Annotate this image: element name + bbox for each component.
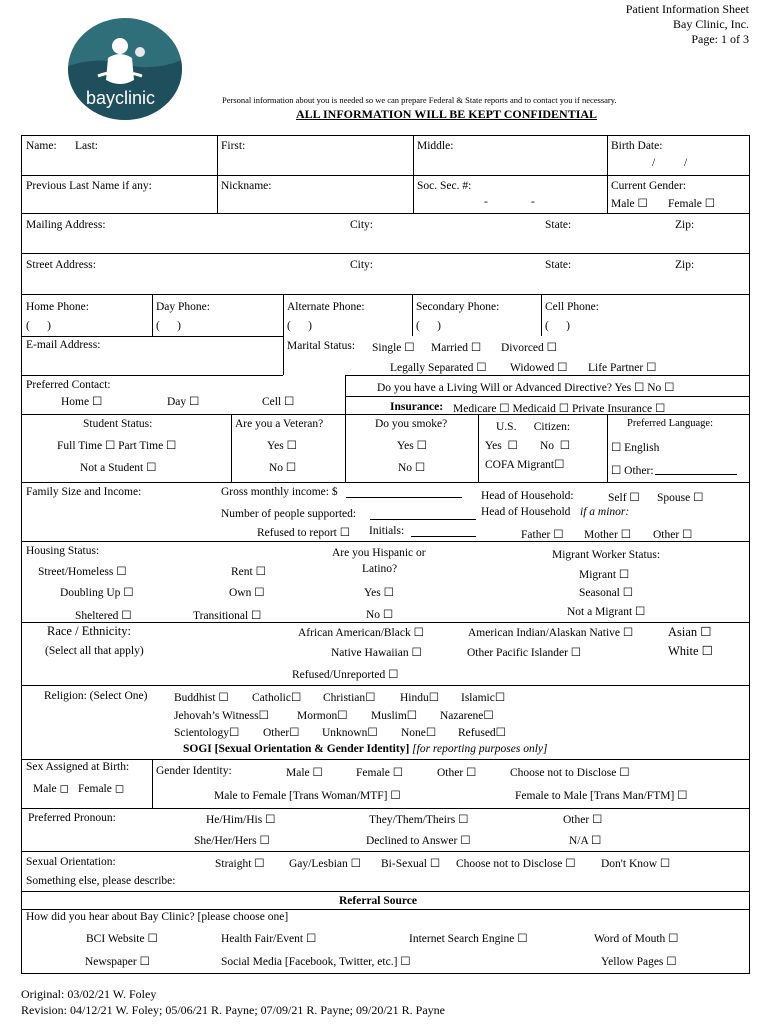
language-other-checkbox[interactable]: ☐ Other: — [611, 465, 654, 477]
contact-cell-checkbox[interactable]: Cell ☐ — [262, 396, 295, 408]
sex-at-birth-label: Sex Assigned at Birth: — [26, 761, 130, 773]
so-bi-checkbox[interactable]: Bi-Sexual ☐ — [381, 858, 441, 870]
hoh-other-checkbox[interactable]: Other ☐ — [653, 529, 693, 541]
sogi-heading — [183, 743, 548, 755]
marital-widowed-checkbox[interactable]: Widowed ☐ — [510, 362, 568, 374]
home-phone-field[interactable]: Home Phone: — [26, 301, 89, 313]
student-status-label: Student Status: — [83, 418, 153, 430]
race-select-note: (Select all that apply) — [45, 645, 144, 657]
last-name-field[interactable]: Last: — [75, 140, 98, 152]
alternate-phone-paren: ( ) — [287, 320, 312, 332]
smoke-yes-checkbox[interactable]: Yes ☐ — [397, 440, 427, 452]
nickname-field[interactable]: Nickname: — [221, 180, 272, 192]
veteran-no-checkbox[interactable]: No ☐ — [269, 462, 297, 474]
street-city-field[interactable]: City: — [350, 259, 374, 271]
header-title: Patient Information Sheet — [625, 2, 749, 16]
race-asian-checkbox[interactable]: Asian ☐ — [668, 625, 712, 639]
email-field[interactable]: E-mail Address: — [26, 339, 101, 351]
gender-male-checkbox[interactable]: Male ☐ — [611, 198, 648, 210]
referral-health-fair-checkbox[interactable]: Health Fair/Event ☐ — [221, 933, 317, 945]
not-migrant-checkbox[interactable]: Not a Migrant ☐ — [567, 606, 646, 618]
referral-question: How did you hear about Bay Clinic? [please choose one] — [26, 911, 289, 923]
marital-divorced-checkbox[interactable]: Divorced ☐ — [501, 342, 557, 354]
religion-none-checkbox[interactable]: None☐ — [401, 727, 437, 739]
sogi-title: SOGI [Sexual Orientation & Gender Identity] — [183, 743, 410, 755]
cofa-migrant-checkbox[interactable]: COFA Migrant☐ — [485, 459, 565, 471]
hispanic-label-2: Latino? — [362, 563, 398, 575]
so-dontknow-checkbox[interactable]: Don't Know ☐ — [601, 858, 671, 870]
so-gay-checkbox[interactable]: Gay/Lesbian ☐ — [289, 858, 361, 870]
race-ethnicity-label: Race / Ethnicity: — [47, 624, 132, 638]
housing-rent-checkbox[interactable]: Rent ☐ — [231, 566, 266, 578]
referral-yellow-pages-checkbox[interactable]: Yellow Pages ☐ — [601, 956, 677, 968]
gender-identity-label: Gender Identity: — [156, 765, 232, 777]
first-name-field[interactable]: First: — [221, 140, 246, 152]
day-phone-paren: ( ) — [156, 320, 181, 332]
referral-word-checkbox[interactable]: Word of Mouth ☐ — [594, 933, 679, 945]
migrant-status-label: Migrant Worker Status: — [552, 549, 661, 561]
hoh-father-checkbox[interactable]: Father ☐ — [521, 529, 564, 541]
intro-text: Personal information about you is needed so we can prepare Federal & State reports and to contact you if necessary. — [222, 95, 617, 105]
insurance-label: Insurance: — [390, 401, 444, 413]
race-white-checkbox[interactable]: White ☐ — [668, 644, 713, 658]
hispanic-label-1: Are you Hispanic or — [332, 547, 426, 559]
veteran-label: Are you a Veteran? — [235, 418, 324, 430]
gender-female-checkbox[interactable]: Female ☐ — [668, 198, 716, 210]
secondary-phone-field[interactable]: Secondary Phone: — [416, 301, 500, 313]
referral-internet-checkbox[interactable]: Internet Search Engine ☐ — [409, 933, 528, 945]
housing-doubling-checkbox[interactable]: Doubling Up ☐ — [60, 587, 134, 599]
religion-islamic-checkbox[interactable]: Islamic☐ — [461, 692, 506, 704]
living-will-question[interactable]: Do you have a Living Will or Advanced Directive? Yes ☐ No ☐ — [377, 382, 675, 394]
referral-heading: Referral Source — [339, 895, 418, 907]
insurance-options[interactable]: Medicare ☐ Medicaid ☐ Private Insurance ☐ — [453, 403, 666, 415]
current-gender-label: Current Gender: — [611, 180, 687, 192]
seasonal-checkbox[interactable]: Seasonal ☐ — [579, 587, 634, 599]
logo-text: bayclinic — [86, 88, 156, 108]
religion-unknown-checkbox[interactable]: Unknown☐ — [322, 727, 378, 739]
header-page: Page: 1 of 3 — [691, 32, 749, 46]
marital-married-checkbox[interactable]: Married ☐ — [431, 342, 482, 354]
smoke-label: Do you smoke? — [375, 418, 448, 430]
pronoun-declined-checkbox[interactable]: Declined to Answer ☐ — [366, 835, 471, 847]
student-fulltime-parttime-checkbox[interactable]: Full Time ☐ Part Time ☐ — [57, 440, 177, 452]
hispanic-no-checkbox[interactable]: No ☐ — [366, 609, 394, 621]
mailing-address-field[interactable]: Mailing Address: — [26, 219, 106, 231]
marital-separated-checkbox[interactable]: Legally Separated ☐ — [390, 362, 487, 374]
religion-mormon-checkbox[interactable]: Mormon☐ — [297, 710, 348, 722]
religion-refused-checkbox[interactable]: Refused☐ — [458, 727, 506, 739]
gi-other-checkbox[interactable]: Other ☐ — [437, 767, 477, 779]
religion-buddhist-checkbox[interactable]: Buddhist ☐ — [174, 692, 229, 704]
marital-partner-checkbox[interactable]: Life Partner ☐ — [588, 362, 657, 374]
previous-last-name-field[interactable]: Previous Last Name if any: — [26, 180, 152, 192]
sab-female-checkbox[interactable]: Female ◻ — [78, 783, 125, 795]
housing-street-checkbox[interactable]: Street/Homeless ☐ — [38, 566, 127, 578]
preferred-language-label: Preferred Language: — [627, 418, 713, 429]
bayclinic-logo — [68, 18, 182, 120]
referral-social-checkbox[interactable]: Social Media [Facebook, Twitter, etc.] ☐ — [221, 956, 411, 968]
family-size-label: Family Size and Income: — [26, 486, 142, 498]
street-zip-field[interactable]: Zip: — [675, 259, 695, 271]
housing-sheltered-checkbox[interactable]: Sheltered ☐ — [75, 610, 132, 622]
religion-scientology-checkbox[interactable]: Scientology☐ — [174, 727, 240, 739]
gi-choose-checkbox[interactable]: Choose not to Disclose ☐ — [510, 767, 630, 779]
smoke-no-checkbox[interactable]: No ☐ — [398, 462, 426, 474]
sogi-note: [for reporting purposes only] — [409, 743, 548, 755]
name-label: Name: — [26, 140, 57, 152]
confidential-heading: ALL INFORMATION WILL BE KEPT CONFIDENTIAL — [296, 107, 598, 121]
footer-original: Original: 03/02/21 W. Foley — [21, 987, 157, 1001]
secondary-phone-paren: ( ) — [416, 320, 441, 332]
gi-male-checkbox[interactable]: Male ☐ — [286, 767, 323, 779]
contact-day-checkbox[interactable]: Day ☐ — [167, 396, 200, 408]
gi-mtf-checkbox[interactable]: Male to Female [Trans Woman/MTF] ☐ — [214, 790, 401, 802]
cell-phone-field[interactable]: Cell Phone: — [545, 301, 599, 313]
us-citizen-label: U.S. Citizen: — [496, 421, 571, 433]
race-african-checkbox[interactable]: African American/Black ☐ — [298, 627, 424, 639]
religion-other-checkbox[interactable]: Other☐ — [263, 727, 300, 739]
housing-status-label: Housing Status: — [26, 545, 100, 557]
so-straight-checkbox[interactable]: Straight ☐ — [215, 858, 265, 870]
mailing-city-field[interactable]: City: — [350, 219, 374, 231]
hoh-minor-italic: if a minor: — [580, 506, 630, 518]
sab-male-checkbox[interactable]: Male ◻ — [33, 783, 70, 795]
religion-catholic-checkbox[interactable]: Catholic☐ — [252, 692, 302, 704]
initials-field[interactable]: Initials: — [369, 525, 405, 537]
preferred-contact-label: Preferred Contact: — [26, 379, 111, 391]
middle-name-field[interactable]: Middle: — [417, 140, 454, 152]
hoh-minor-label: Head of Household — [481, 506, 574, 518]
birth-date-field[interactable]: Birth Date: — [611, 140, 663, 152]
street-address-field[interactable]: Street Address: — [26, 259, 96, 271]
pronoun-other-checkbox[interactable]: Other ☐ — [563, 814, 603, 826]
so-something-else-field[interactable]: Something else, please describe: — [26, 875, 176, 887]
footer-revision: Revision: 04/12/21 W. Foley; 05/06/21 R. Payne; 07/09/21 R. Payne; 09/20/21 R. Payne — [21, 1003, 446, 1017]
citizen-no-checkbox[interactable]: No ☐ — [540, 440, 571, 452]
not-student-checkbox[interactable]: Not a Student ☐ — [80, 462, 157, 474]
veteran-yes-checkbox[interactable]: Yes ☐ — [267, 440, 297, 452]
hoh-spouse-checkbox[interactable]: Spouse ☐ — [657, 492, 704, 504]
so-choose-checkbox[interactable]: Choose not to Disclose ☐ — [456, 858, 576, 870]
religion-jehovah-checkbox[interactable]: Jehovah’s Witness☐ — [174, 710, 269, 722]
migrant-checkbox[interactable]: Migrant ☐ — [579, 569, 630, 581]
street-state-field[interactable]: State: — [545, 259, 572, 271]
religion-muslim-checkbox[interactable]: Muslim☐ — [371, 710, 418, 722]
housing-own-checkbox[interactable]: Own ☐ — [229, 587, 265, 599]
religion-hindu-checkbox[interactable]: Hindu☐ — [400, 692, 440, 704]
pronoun-na-checkbox[interactable]: N/A ☐ — [569, 835, 602, 847]
refused-to-report-checkbox[interactable]: Refused to report ☐ — [257, 527, 351, 539]
preferred-pronoun-label: Preferred Pronoun: — [28, 812, 116, 824]
marital-status-label: Marital Status: — [287, 340, 356, 352]
head-of-household-label: Head of Household: — [481, 490, 574, 502]
race-american-indian-checkbox[interactable]: American Indian/Alaskan Native ☐ — [468, 627, 634, 639]
marital-single-checkbox[interactable]: Single ☐ — [372, 342, 415, 354]
housing-transitional-checkbox[interactable]: Transitional ☐ — [193, 610, 262, 622]
race-hawaiian-checkbox[interactable]: Native Hawaiian ☐ — [331, 647, 422, 659]
religion-christian-checkbox[interactable]: Christian☐ — [323, 692, 376, 704]
referral-bci-checkbox[interactable]: BCI Website ☐ — [86, 933, 158, 945]
sexual-orientation-label: Sexual Orientation: — [26, 856, 116, 868]
pronoun-he-checkbox[interactable]: He/Him/His ☐ — [206, 814, 276, 826]
gi-female-checkbox[interactable]: Female ☐ — [356, 767, 404, 779]
contact-home-checkbox[interactable]: Home ☐ — [61, 396, 103, 408]
header-company: Bay Clinic, Inc. — [673, 17, 749, 31]
mailing-zip-field[interactable]: Zip: — [675, 219, 695, 231]
language-english-checkbox[interactable]: ☐ English — [611, 442, 660, 454]
alternate-phone-field[interactable]: Alternate Phone: — [287, 301, 365, 313]
citizen-yes-checkbox[interactable]: Yes ☐ — [485, 440, 518, 452]
birth-date-slashes: / / — [652, 157, 688, 169]
gi-ftm-checkbox[interactable]: Female to Male [Trans Man/FTM] ☐ — [515, 790, 688, 802]
hispanic-yes-checkbox[interactable]: Yes ☐ — [364, 587, 394, 599]
people-supported-field[interactable]: Number of people supported: — [221, 508, 357, 520]
hoh-self-checkbox[interactable]: Self ☐ — [608, 492, 640, 504]
race-pacific-checkbox[interactable]: Other Pacific Islander ☐ — [467, 647, 582, 659]
religion-label: Religion: (Select One) — [44, 690, 148, 702]
religion-nazarene-checkbox[interactable]: Nazarene☐ — [440, 710, 494, 722]
mailing-state-field[interactable]: State: — [545, 219, 572, 231]
race-refused-checkbox[interactable]: Refused/Unreported ☐ — [292, 669, 399, 681]
ssn-field[interactable]: Soc. Sec. #: — [417, 180, 472, 192]
pronoun-she-checkbox[interactable]: She/Her/Hers ☐ — [194, 835, 270, 847]
pronoun-they-checkbox[interactable]: They/Them/Theirs ☐ — [369, 814, 469, 826]
cell-phone-paren: ( ) — [545, 320, 570, 332]
referral-newspaper-checkbox[interactable]: Newspaper ☐ — [85, 956, 150, 968]
hoh-mother-checkbox[interactable]: Mother ☐ — [584, 529, 632, 541]
gross-income-field[interactable]: Gross monthly income: $ — [221, 486, 338, 498]
day-phone-field[interactable]: Day Phone: — [156, 301, 210, 313]
home-phone-paren: ( ) — [26, 320, 51, 332]
ssn-dashes: - - — [484, 196, 535, 208]
